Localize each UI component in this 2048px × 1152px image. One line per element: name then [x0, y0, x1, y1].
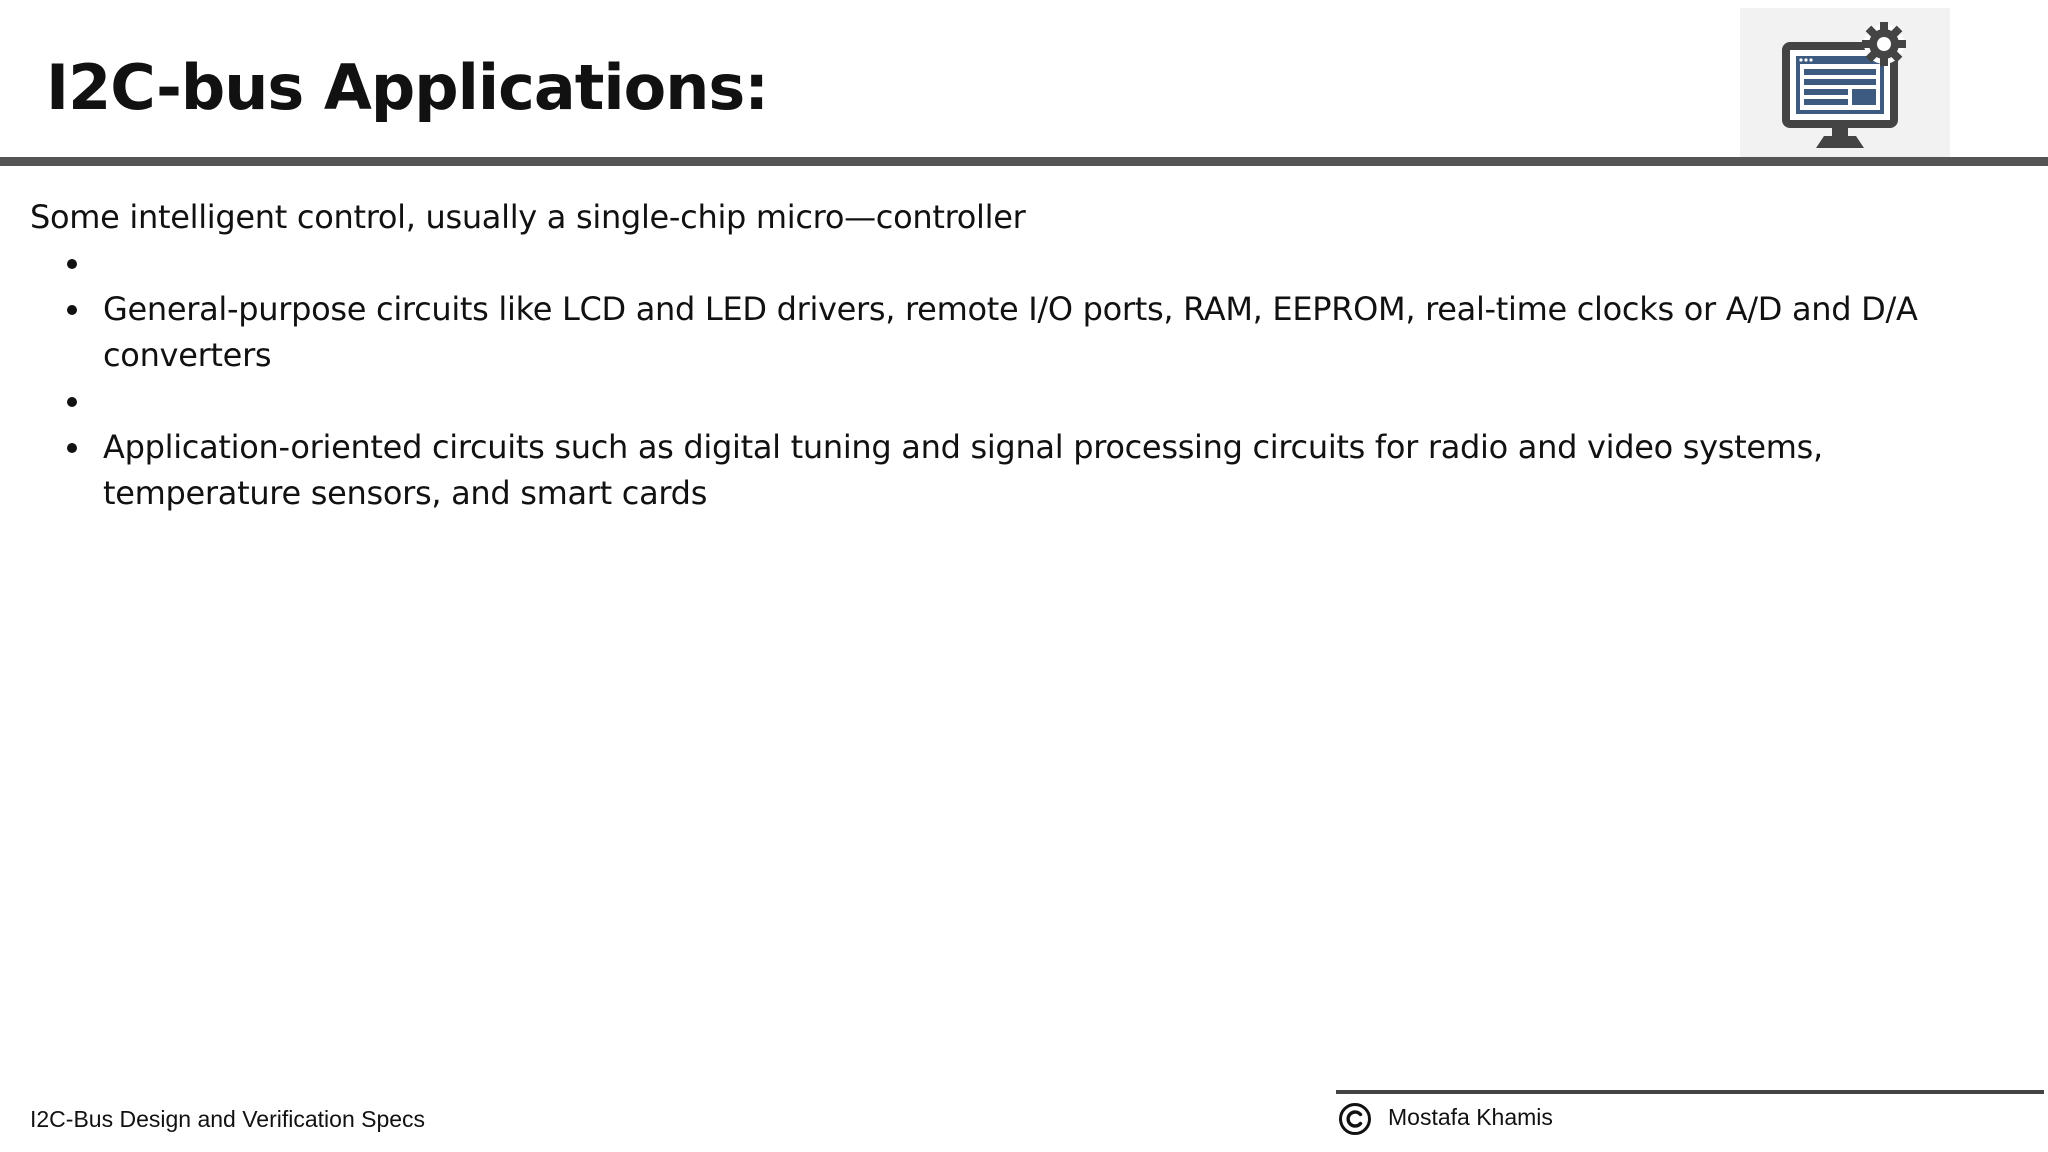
- bullet-list: [30, 240, 2010, 516]
- footer-divider: [1336, 1090, 2044, 1094]
- copyright-icon: [1338, 1102, 1372, 1136]
- bullet-icon: [67, 305, 77, 315]
- bullet-item-empty: [30, 378, 2010, 424]
- bullet-icon: [67, 397, 77, 407]
- bullet-item-application-oriented: [30, 424, 2010, 516]
- bullet-text: Application-oriented circuits such as digital tuning and signal processing circuits for radio and video systems, temperature sensors, and smart cards: [103, 428, 1823, 512]
- footer-author: Mostafa Khamis: [1388, 1104, 1553, 1130]
- logo: [1740, 8, 1950, 158]
- slide-body: [30, 194, 2010, 516]
- bullet-item-general-purpose: [30, 286, 2010, 378]
- bullet-text: General-purpose circuits like LCD and LED drivers, remote I/O ports, RAM, EEPROM, real-time clocks or A/D and D/A converters: [103, 290, 1918, 374]
- bullet-item-empty: [30, 240, 2010, 286]
- slide-title: I2C-bus Applications:: [46, 51, 769, 124]
- intro-text: Some intelligent control, usually a single-chip micro—controller: [30, 198, 1026, 236]
- bullet-icon: [67, 443, 77, 453]
- footer-course-title: I2C-Bus Design and Verification Specs: [30, 1106, 426, 1132]
- monitor-gear-icon: [1740, 8, 1950, 158]
- title-divider: [0, 157, 2048, 166]
- bullet-icon: [67, 259, 77, 269]
